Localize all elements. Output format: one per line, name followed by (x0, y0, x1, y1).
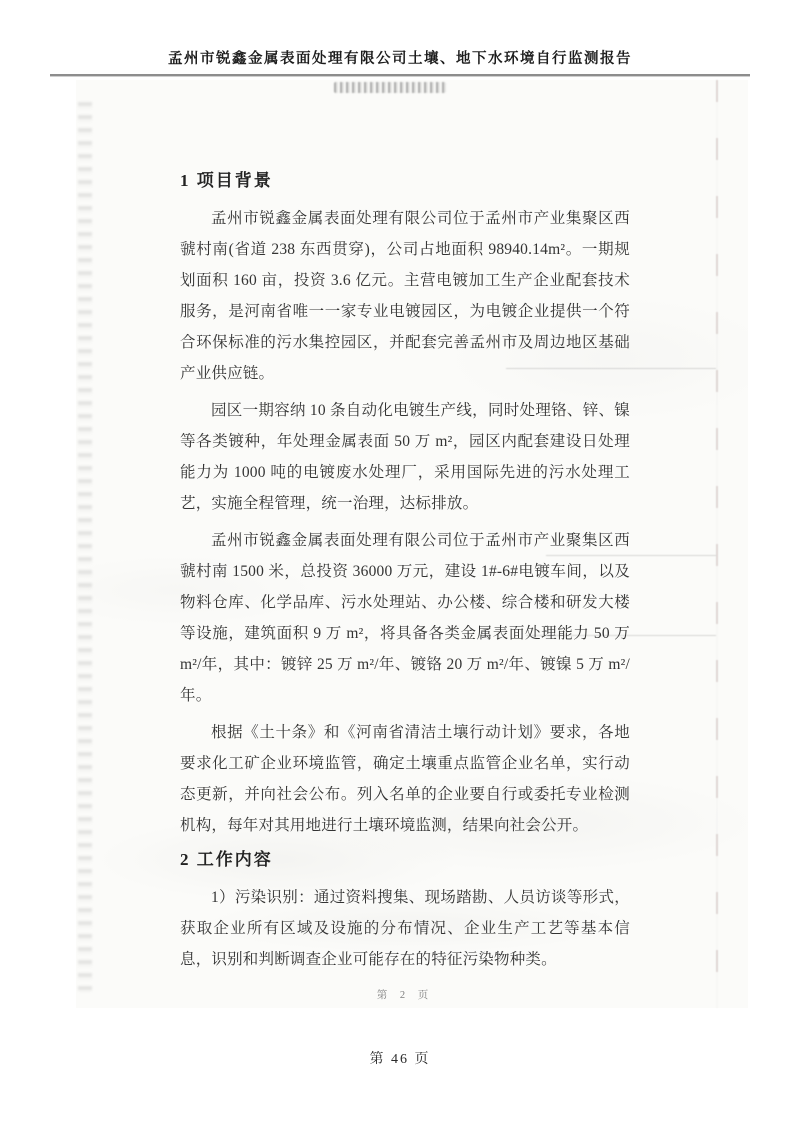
section-1-heading: 1 项目背景 (180, 171, 273, 190)
scan-page-number: 第 2 页 (376, 990, 434, 1001)
report-header-title: 孟州市锐鑫金属表面处理有限公司土壤、地下水环境自行监测报告 (168, 51, 632, 67)
document-body (180, 168, 630, 1002)
header-divider (50, 74, 750, 77)
page-number: 第 46 页 (369, 1052, 431, 1067)
fold-line-artifact (716, 80, 718, 1008)
section-1-paragraph-2: 园区一期容纳 10 条自动化电镀生产线，同时处理铬、锌、镍等各类镀种，年处理金属表面 50 万 m²，园区内配套建设日处理能力为 1000 吨的电镀废水处理厂，采用国际先进的污水处理工艺，实施全程管理，统一治理，达标排放。 (180, 402, 630, 512)
section-1-paragraph-3: 孟州市锐鑫金属表面处理有限公司位于孟州市产业聚集区西虢村南 1500 米，总投资 36000 万元，建设 1#-6#电镀车间，以及物料仓库、化学品库、污水处理站、办公楼、综合楼和研发大楼等设施，建筑面积 9 万 m²，将具备各类金属表面处理能力 50 万 m²/年，其中：镀锌 25 万 m²/年、镀铬 20 万 m²/年、镀镍 5 万 m²/年。 (180, 532, 630, 704)
section-2-paragraph-1: 1）污染识别：通过资料搜集、现场踏勘、人员访谈等形式，获取企业所有区域及设施的分布情况、企业生产工艺等基本信息，识别和判断调查企业可能存在的特征污染物种类。 (180, 889, 630, 968)
scan-smudge-artifact (334, 82, 446, 93)
section-2-heading: 2 工作内容 (180, 850, 273, 869)
section-1-paragraph-1: 孟州市锐鑫金属表面处理有限公司位于孟州市产业集聚区西虢村南(省道 238 东西贯穿)，公司占地面积 98940.14m²。一期规划面积 160 亩，投资 3.6 亿元。主营电镀加工生产企业配套技术服务，是河南省唯一一家专业电镀园区，为电镀企业提供一个符合环保标准的污水集控园区，并配套完善孟州市及周边地区基础产业供应链。 (180, 210, 630, 382)
binding-smudge-artifact (78, 102, 92, 992)
section-1-paragraph-4: 根据《土十条》和《河南省清洁土壤行动计划》要求，各地要求化工矿企业环境监管，确定土壤重点监管企业名单，实行动态更新，并向社会公布。列入名单的企业要自行或委托专业检测机构，每年对其用地进行土壤环境监测，结果向社会公开。 (180, 724, 630, 834)
scanned-page-area (76, 80, 748, 1008)
